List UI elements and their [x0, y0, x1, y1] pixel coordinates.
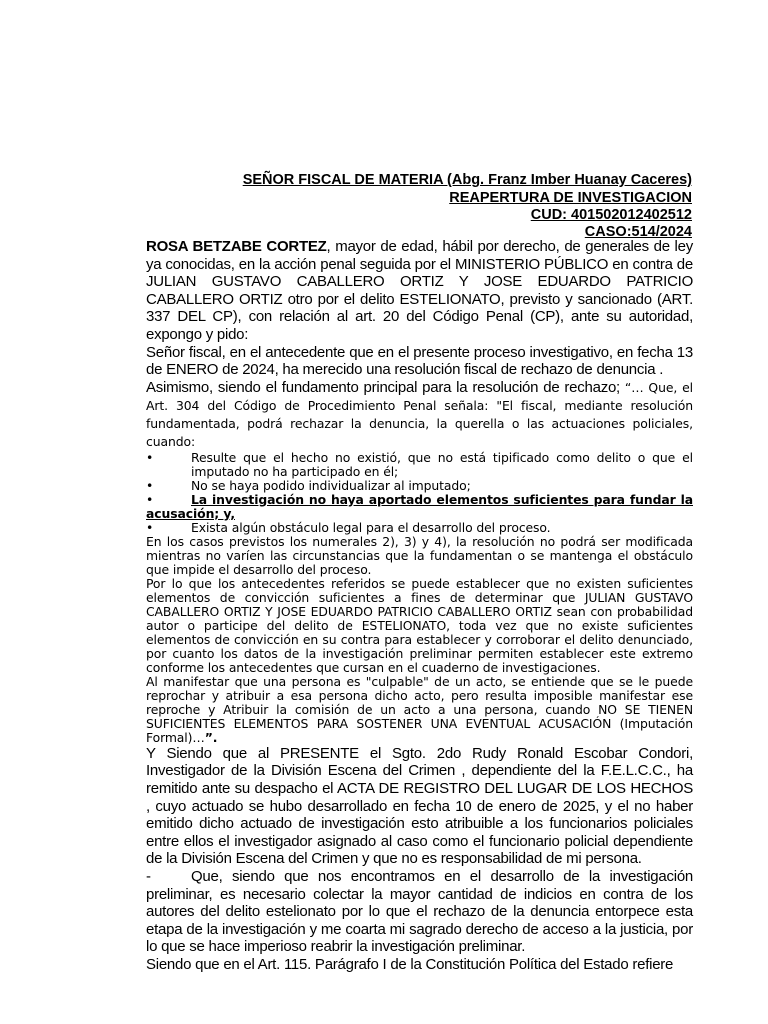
paragraph-preliminary	[146, 868, 693, 956]
bullet-marker: •	[146, 491, 154, 507]
petitioner-name: ROSA BETZABE CORTEZ	[146, 238, 327, 255]
bullet-marker: •	[146, 449, 154, 465]
intro-paragraph	[146, 238, 693, 344]
preliminary-text: Que, siendo que nos encontramos en el desarrollo de la investigación preliminar, es necesario colectar la mayor cantidad de indicios en contra de los autores del delito estelionato por lo que el rechazo de la denuncia entorpece esta etapa de la investigación y me coarta mi sagrado derecho de acceso a la justicia, por lo que se hace imperioso reabrir la investigación preliminar.	[146, 867, 693, 956]
fundament-quote: “… Que, el Art. 304 del Código de Procedimiento Penal señala: "El fiscal, mediante resolución fundamentada, podrá rechazar la denuncia, la querella o las actuaciones policiales, cuando:	[146, 379, 693, 449]
bullet-text-2: No se haya podido individualizar al imputado;	[191, 477, 471, 493]
quote-close: ”.	[204, 729, 218, 745]
bullet-item	[146, 521, 693, 535]
document-body	[146, 238, 693, 973]
bullet-item	[146, 451, 693, 479]
dash-marker: -	[146, 867, 151, 885]
subject-heading: REAPERTURA DE INVESTIGACION	[449, 190, 692, 206]
paragraph-antecedents: Por lo que los antecedentes referidos se puede establecer que no existen suficientes elementos de convicción suficientes a fines de determinar que JULIAN GUSTAVO CABALLERO ORTIZ Y JOSE EDUARDO PATRICIO CABALLERO ORTIZ sean con probabilidad autor o participe del delito de ESTELIONATO, toda vez que no existe suficientes elementos de convicción en su contra para establecer y corroborar el delito denunciado, por cuanto los datos de la investigación preliminar permiten establecer este extremo conforme los antecedentes que cursan en el cuaderno de investigaciones.	[146, 575, 693, 675]
bullet-marker: •	[146, 519, 154, 535]
case-heading: CASO:514/2024	[584, 224, 692, 240]
bullet-text-4: Exista algún obstáculo legal para el desarrollo del proceso.	[191, 519, 551, 535]
paragraph-fundament	[146, 379, 693, 451]
paragraph-investigator: Y Siendo que al PRESENTE el Sgto. 2do Rudy Ronald Escobar Condori, Investigador de la División Escena del Crimen , dependiente del la F.E.L.C.C., ha remitido ante su despacho el ACTA DE REGISTRO DEL LUGAR DE LOS HECHOS , cuyo actuado se hubo desarrollado en fecha 10 de enero de 2025, y el no haber emitido dicho actuado de investigación esto atribuible a los funcionarios policiales entre ellos el investigador asignado al caso como el funcionario policial dependiente de la División Escena del Crimen y que no es responsabilidad de mi persona.	[146, 744, 693, 868]
intro-text: , mayor de edad, hábil por derecho, de generales de ley ya conocidas, en la acción penal seguida por el MINISTERIO PÚBLICO en contra de JULIAN GUSTAVO CABALLERO ORTIZ Y JOSE EDUARDO PATRICIO CABALLERO ORTIZ otro por el delito ESTELIONATO, previsto y sancionado (ART. 337 DEL CP), con relación al art. 20 del Código Penal (CP), ante su autoridad, expongo y pido:	[146, 238, 693, 343]
paragraph-numerals: En los casos previstos los numerales 2), 3) y 4), la resolución no podrá ser modificada mientras no varíen las circunstancias que la fundamentan o se mantenga el obstáculo que impide el desarrollo del proceso.	[146, 533, 693, 577]
fundament-lead: Asimismo, siendo el fundamento principal para la resolución de rechazo;	[146, 378, 620, 396]
paragraph-resolution: Señor fiscal, en el antecedente que en el presente proceso investigativo, en fecha 13 de ENERO de 2024, ha merecido una resolución fiscal de rechazo de denuncia .	[146, 343, 693, 379]
bullet-text-1: Resulte que el hecho no existió, que no está tipificado como delito o que el imputado no ha participado en él;	[191, 449, 693, 479]
bullet-item	[146, 479, 693, 493]
bullet-text-3: La investigación no haya aportado elementos suficientes para fundar la acusación; y,	[146, 491, 693, 521]
culpable-text: Al manifestar que una persona es "culpable" de un acto, se entiende que se le puede reprochar y atribuir a esa persona dicho acto, pero resulta imposible manifestar ese reproche y Atribuir la comisión de un acto a una persona, cuando NO SE TIENEN SUFICIENTES ELEMENTOS PARA SOSTENER UNA EVENTUAL ACUSACIÓN (Imputación Formal)…	[146, 673, 693, 745]
bullet-item	[146, 493, 693, 521]
paragraph-culpable	[146, 675, 693, 745]
bullet-marker: •	[146, 477, 154, 493]
addressee-heading: SEÑOR FISCAL DE MATERIA (Abg. Franz Imber Huanay Caceres)	[242, 172, 692, 188]
paragraph-constitution: Siendo que en el Art. 115. Parágrafo I de la Constitución Política del Estado refiere	[146, 955, 674, 973]
cud-heading: CUD: 401502012402512	[530, 207, 692, 223]
